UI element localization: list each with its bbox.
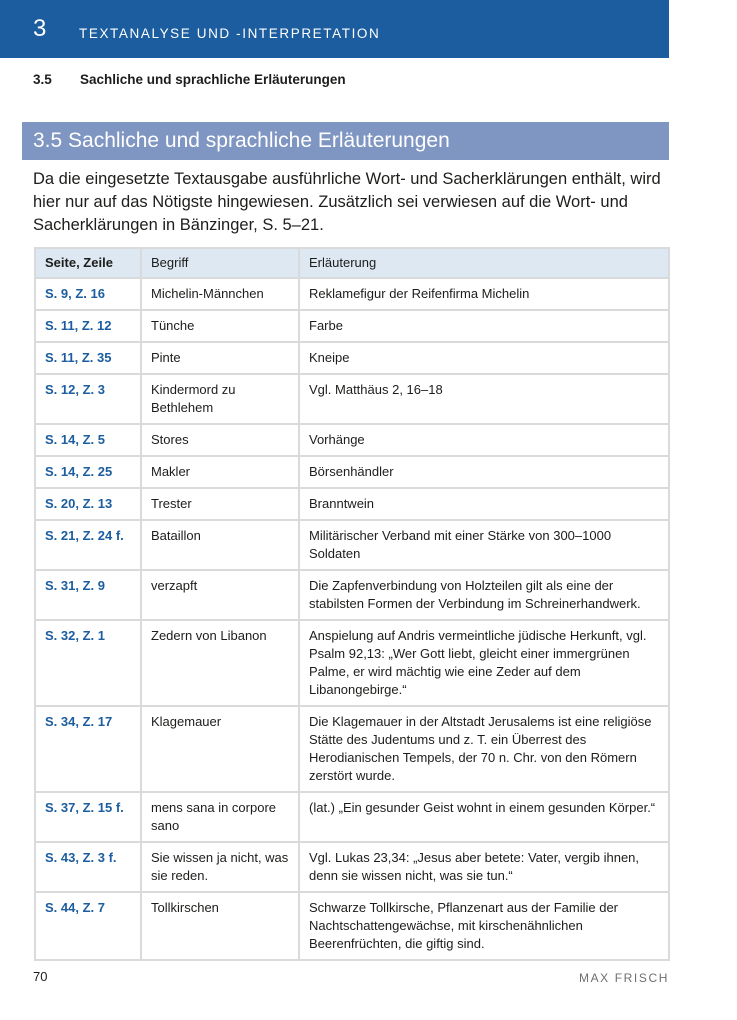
intro-paragraph: Da die eingesetzte Textausgabe ausführliche Wort- und Sacherklärungen enthält, wird hier nur auf das Nötigste hingewiesen. Zusätzlich sei verwiesen auf die Wort- und Sacherklärungen in Bänzinger, S. 5–21.: [33, 170, 661, 234]
table-row: [35, 310, 669, 342]
ref-cell: S. 34, Z. 17: [35, 706, 141, 792]
ref-cell: S. 14, Z. 5: [35, 424, 141, 456]
column-header-ref: [35, 248, 141, 278]
term-cell: Stores: [141, 424, 299, 456]
chapter-title: TEXTANALYSE UND -INTERPRETATION: [79, 26, 381, 41]
table-row: [35, 278, 669, 310]
subheading-title: Sachliche und sprachliche Erläuterungen: [80, 72, 346, 87]
column-header-explanation-label: Erläuterung: [309, 255, 377, 270]
table-row: [35, 424, 669, 456]
term-cell: Sie wissen ja nicht, was sie reden.: [141, 842, 299, 892]
ref-cell: S. 9, Z. 16: [35, 278, 141, 310]
page-number: 70: [33, 969, 48, 984]
chapter-number: 3: [33, 15, 47, 42]
table-row: [35, 342, 669, 374]
table-row: [35, 842, 669, 892]
explanation-cell: Militärischer Verband mit einer Stärke von 300–1000 Soldaten: [299, 520, 669, 570]
term-cell: Michelin-Männchen: [141, 278, 299, 310]
column-header-term: [141, 248, 299, 278]
term-cell: Tollkirschen: [141, 892, 299, 960]
section-title-bar: [22, 122, 669, 160]
table-row: [35, 570, 669, 620]
explanation-cell: Börsenhändler: [299, 456, 669, 488]
ref-cell: S. 32, Z. 1: [35, 620, 141, 706]
ref-cell: S. 21, Z. 24 f.: [35, 520, 141, 570]
table-row: [35, 892, 669, 960]
subheading-number: 3.5: [33, 72, 52, 87]
explanation-cell: Vorhänge: [299, 424, 669, 456]
table-row: [35, 792, 669, 842]
column-header-explanation: [299, 248, 669, 278]
explanation-cell: (lat.) „Ein gesunder Geist wohnt in einem gesunden Körper.“: [299, 792, 669, 842]
ref-cell: S. 12, Z. 3: [35, 374, 141, 424]
column-header-ref-label: Seite, Zeile: [45, 255, 113, 270]
term-cell: Makler: [141, 456, 299, 488]
explanation-cell: Anspielung auf Andris vermeintliche jüdische Herkunft, vgl. Psalm 92,13: „Wer Gott liebt, gleicht einer immergrünen Palme, er wird mächtig wie eine Zeder auf dem Libanongebirge.“: [299, 620, 669, 706]
section-title: 3.5 Sachliche und sprachliche Erläuterungen: [33, 129, 450, 152]
term-cell: Pinte: [141, 342, 299, 374]
ref-cell: S. 31, Z. 9: [35, 570, 141, 620]
explanation-cell: Branntwein: [299, 488, 669, 520]
table-row: [35, 374, 669, 424]
explanation-cell: Reklamefigur der Reifenfirma Michelin: [299, 278, 669, 310]
explanation-cell: Vgl. Matthäus 2, 16–18: [299, 374, 669, 424]
term-cell: Bataillon: [141, 520, 299, 570]
ref-cell: S. 11, Z. 35: [35, 342, 141, 374]
term-cell: Kindermord zu Bethlehem: [141, 374, 299, 424]
term-cell: mens sana in corpore sano: [141, 792, 299, 842]
ref-cell: S. 20, Z. 13: [35, 488, 141, 520]
explanation-cell: Schwarze Tollkirsche, Pflanzenart aus der Familie der Nachtschattengewächse, mit kirschenähnlichen Beerenfrüchten, die giftig sind.: [299, 892, 669, 960]
column-header-term-label: Begriff: [151, 255, 189, 270]
ref-cell: S. 14, Z. 25: [35, 456, 141, 488]
table-row: [35, 456, 669, 488]
term-cell: Klagemauer: [141, 706, 299, 792]
term-cell: verzapft: [141, 570, 299, 620]
explanation-cell: Kneipe: [299, 342, 669, 374]
ref-cell: S. 43, Z. 3 f.: [35, 842, 141, 892]
chapter-header-bar: [0, 0, 669, 58]
explanations-table: [34, 247, 670, 961]
ref-cell: S. 11, Z. 12: [35, 310, 141, 342]
ref-cell: S. 37, Z. 15 f.: [35, 792, 141, 842]
term-cell: Trester: [141, 488, 299, 520]
running-subheading: [33, 72, 346, 88]
term-cell: Tünche: [141, 310, 299, 342]
term-cell: Zedern von Libanon: [141, 620, 299, 706]
table-row: [35, 620, 669, 706]
explanation-cell: Vgl. Lukas 23,34: „Jesus aber betete: Vater, vergib ihnen, denn sie wissen nicht, was sie tun.“: [299, 842, 669, 892]
table-row: [35, 706, 669, 792]
explanation-cell: Die Zapfenverbindung von Holzteilen gilt als eine der stabilsten Formen der Verbindung im Schreinerhandwerk.: [299, 570, 669, 620]
explanation-cell: Die Klagemauer in der Altstadt Jerusalems ist eine religiöse Stätte des Judentums und z. T. ein Überrest des Herodianischen Tempels, der 70 n. Chr. von den Römern zerstört wurde.: [299, 706, 669, 792]
table-row: [35, 488, 669, 520]
footer-author: MAX FRISCH: [578, 971, 669, 985]
table-row: [35, 520, 669, 570]
explanation-cell: Farbe: [299, 310, 669, 342]
table-header-row: [35, 248, 669, 278]
ref-cell: S. 44, Z. 7: [35, 892, 141, 960]
